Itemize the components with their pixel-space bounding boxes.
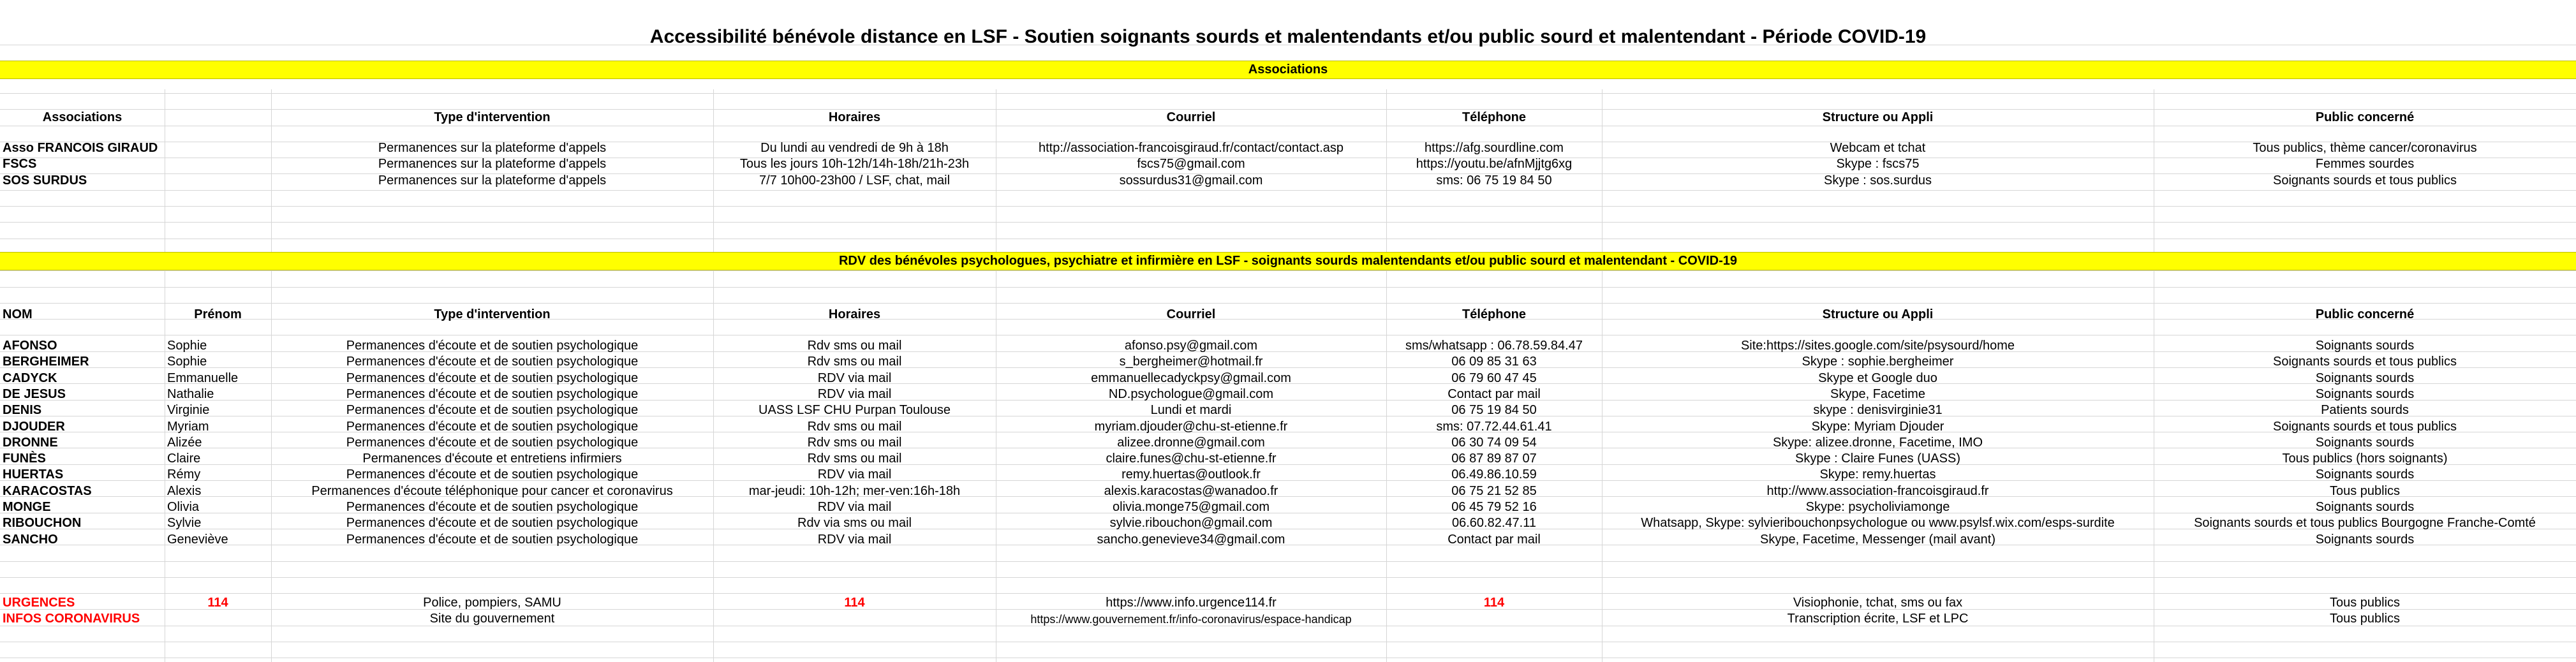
rdv-cell-prenom: Olivia [167,500,200,514]
rdv-cell-prenom: Alexis [167,484,202,498]
rdv-cell-telephone: 06 09 85 31 63 [1451,355,1537,369]
rdv-header-public: Public concerné [2315,307,2415,321]
infos-type: Site du gouvernement [429,612,555,626]
rdv-cell-horaires: RDV via mail [817,371,892,385]
assoc-cell-name: FSCS [3,157,37,171]
rdv-cell-type: Permanences d'écoute et de soutien psychologique [346,467,639,482]
rdv-cell-prenom: Alizée [167,436,202,450]
rdv-cell-courriel[interactable]: s_bergheimer@hotmail.fr [1119,355,1263,369]
rdv-cell-prenom: Emmanuelle [167,371,239,385]
rdv-cell-structure: http://www.association-francoisgiraud.fr [1766,484,1989,498]
rdv-cell-horaires: Rdv sms ou mail [807,436,902,450]
assoc-cell-type: Permanences sur la plateforme d'appels [378,157,607,171]
rdv-cell-telephone: 06 45 79 52 16 [1451,500,1537,514]
rdv-cell-type: Permanences d'écoute et de soutien psychologique [346,387,639,401]
assoc-cell-public: Soignants sourds et tous publics [2273,173,2457,188]
rdv-cell-public: Soignants sourds [2315,533,2415,547]
urgences-horaires: 114 [844,596,865,610]
assoc-header-courriel: Courriel [1166,110,1216,124]
rdv-header-structure: Structure ou Appli [1822,307,1934,321]
rdv-cell-horaires: Rdv sms ou mail [807,355,902,369]
rdv-cell-public: Soignants sourds [2315,387,2415,401]
rdv-cell-structure: skype : denisvirginie31 [1813,403,1943,417]
rdv-cell-courriel[interactable]: afonso.psy@gmail.com [1124,339,1258,353]
assoc-cell-structure: Skype : sos.surdus [1824,173,1932,188]
associations-band [0,61,2576,79]
rdv-cell-telephone: Contact par mail [1447,533,1541,547]
rdv-cell-public: Soignants sourds [2315,436,2415,450]
rdv-cell-structure: Skype : Claire Funes (UASS) [1795,452,1960,466]
assoc-cell-horaires: Du lundi au vendredi de 9h à 18h [760,141,949,155]
associations-band-label: Associations [1248,63,1328,77]
grid-row-line [0,93,2576,94]
rdv-cell-horaires: Rdv via sms ou mail [797,516,912,530]
grid-row-line [0,593,2576,594]
rdv-cell-public: Soignants sourds [2315,339,2415,353]
infos-courriel[interactable]: https://www.gouvernement.fr/info-coronavirus/espace-handicap [1030,613,1352,626]
rdv-cell-type: Permanences d'écoute téléphonique pour cancer et coronavirus [311,484,673,498]
rdv-cell-nom: DE JESUS [3,387,66,401]
urgences-public: Tous publics [2329,596,2401,610]
rdv-cell-type: Permanences d'écoute et de soutien psychologique [346,371,639,385]
rdv-cell-nom: DRONNE [3,436,58,450]
rdv-cell-prenom: Geneviève [167,533,228,547]
rdv-cell-nom: HUERTAS [3,467,64,482]
rdv-cell-structure: Whatsapp, Skype: sylvieribouchonpsychologue ou www.psylsf.wix.com/esps-surdite [1641,516,2115,530]
rdv-cell-type: Permanences d'écoute et entretiens infirmiers [362,452,622,466]
rdv-cell-structure: Skype: Myriam Djouder [1811,420,1944,434]
rdv-cell-prenom: Myriam [167,420,209,434]
urgences-telephone: 114 [1483,596,1505,610]
rdv-cell-prenom: Sophie [167,355,207,369]
assoc-header-structure: Structure ou Appli [1822,110,1934,124]
rdv-cell-nom: KARACOSTAS [3,484,92,498]
rdv-cell-telephone: 06 75 21 52 85 [1451,484,1537,498]
rdv-header-nom: NOM [3,307,33,321]
rdv-header-telephone: Téléphone [1462,307,1526,321]
rdv-cell-nom: BERGHEIMER [3,355,89,369]
assoc-cell-telephone[interactable]: https://afg.sourdline.com [1425,141,1564,155]
urgences-courriel[interactable]: https://www.info.urgence114.fr [1106,596,1277,610]
rdv-cell-telephone: Contact par mail [1447,387,1541,401]
urgences-structure: Visiophonie, tchat, sms ou fax [1793,596,1963,610]
rdv-cell-nom: DJOUDER [3,420,65,434]
rdv-cell-courriel[interactable]: olivia.monge75@gmail.com [1113,500,1269,514]
rdv-cell-public: Tous publics (hors soignants) [2282,452,2448,466]
page-title: Accessibilité bénévole distance en LSF - Soutien soignants sourds et malentendants et/ou public sourd et malentendant - Période COVID-19 [649,26,1927,47]
rdv-cell-horaires: RDV via mail [817,387,892,401]
rdv-cell-telephone: sms/whatsapp : 06.78.59.84.47 [1405,339,1583,353]
rdv-cell-telephone: 06 79 60 47 45 [1451,371,1537,385]
rdv-cell-telephone: 06 30 74 09 54 [1451,436,1537,450]
rdv-header-courriel: Courriel [1166,307,1216,321]
rdv-cell-type: Permanences d'écoute et de soutien psychologique [346,516,639,530]
rdv-cell-courriel[interactable]: ND.psychologue@gmail.com [1108,387,1274,401]
assoc-cell-courriel[interactable]: http://association-francoisgiraud.fr/contact/contact.asp [1038,141,1344,155]
assoc-cell-courriel[interactable]: fscs75@gmail.com [1137,157,1245,171]
grid-row-line [0,577,2576,578]
rdv-cell-structure: Site:https://sites.google.com/site/psysourd/home [1740,339,2015,353]
assoc-cell-type: Permanences sur la plateforme d'appels [378,141,607,155]
rdv-cell-courriel[interactable]: sylvie.ribouchon@gmail.com [1109,516,1273,530]
rdv-cell-nom: FUNÈS [3,452,46,466]
rdv-cell-structure: Skype: psycholiviamonge [1805,500,1950,514]
rdv-cell-structure: Skype, Facetime, Messenger (mail avant) [1759,533,1996,547]
grid-row-line [0,303,2576,304]
rdv-cell-horaires: RDV via mail [817,500,892,514]
rdv-cell-type: Permanences d'écoute et de soutien psychologique [346,500,639,514]
grid-row-line [0,206,2576,207]
rdv-cell-horaires: Rdv sms ou mail [807,420,902,434]
assoc-cell-public: Tous publics, thème cancer/coronavirus [2253,141,2477,155]
urgences-label: URGENCES [3,596,75,610]
rdv-cell-prenom: Nathalie [167,387,214,401]
rdv-cell-nom: SANCHO [3,533,58,547]
rdv-cell-prenom: Sophie [167,339,207,353]
grid-row-line [0,287,2576,288]
rdv-cell-courriel[interactable]: myriam.djouder@chu-st-etienne.fr [1094,420,1288,434]
rdv-header-type: Type d'intervention [434,307,551,321]
rdv-cell-horaires: RDV via mail [817,467,892,482]
rdv-cell-courriel[interactable]: alizee.dronne@gmail.com [1117,436,1265,450]
rdv-cell-structure: Skype et Google duo [1818,371,1937,385]
grid-row-line [0,270,2576,271]
assoc-cell-type: Permanences sur la plateforme d'appels [378,173,607,188]
rdv-cell-telephone: sms: 07.72.44.61.41 [1436,420,1552,434]
rdv-cell-structure: Skype: remy.huertas [1819,467,1936,482]
rdv-cell-horaires: mar-jeudi: 10h-12h; mer-ven:16h-18h [748,484,961,498]
rdv-cell-prenom: Sylvie [167,516,202,530]
rdv-cell-public: Soignants sourds [2315,500,2415,514]
assoc-header-type: Type d'intervention [434,110,551,124]
assoc-cell-name: SOS SURDUS [3,173,87,188]
rdv-cell-horaires: RDV via mail [817,533,892,547]
grid-row-line [0,222,2576,223]
rdv-cell-structure: Skype : sophie.bergheimer [1802,355,1954,369]
infos-structure: Transcription écrite, LSF et LPC [1787,612,1969,626]
rdv-cell-horaires: Rdv sms ou mail [807,452,902,466]
assoc-header-horaires: Horaires [828,110,881,124]
rdv-cell-courriel[interactable]: emmanuellecadyckpsy@gmail.com [1091,371,1291,385]
assoc-header-associations: Associations [42,110,122,124]
urgences-number: 114 [207,596,228,610]
rdv-cell-public: Soignants sourds [2315,371,2415,385]
rdv-cell-telephone: 06.49.86.10.59 [1451,467,1537,482]
rdv-cell-prenom: Virginie [167,403,210,417]
rdv-cell-type: Permanences d'écoute et de soutien psychologique [346,533,639,547]
rdv-cell-type: Permanences d'écoute et de soutien psychologique [346,339,639,353]
rdv-cell-courriel[interactable]: remy.huertas@outlook.fr [1121,467,1261,482]
assoc-cell-public: Femmes sourdes [2315,157,2415,171]
rdv-cell-public: Tous publics [2329,484,2401,498]
rdv-header-prenom: Prénom [194,307,242,321]
rdv-cell-courriel[interactable]: alexis.karacostas@wanadoo.fr [1104,484,1278,498]
rdv-cell-prenom: Rémy [167,467,201,482]
rdv-cell-horaires: UASS LSF CHU Purpan Toulouse [759,403,951,417]
assoc-cell-horaires: 7/7 10h00-23h00 / LSF, chat, mail [759,173,951,188]
rdv-cell-nom: CADYCK [3,371,57,385]
rdv-cell-nom: DENIS [3,403,42,417]
rdv-cell-telephone: 06 75 19 84 50 [1451,403,1537,417]
rdv-cell-nom: MONGE [3,500,51,514]
assoc-cell-name: Asso FRANCOIS GIRAUD [3,141,158,155]
assoc-cell-horaires: Tous les jours 10h-12h/14h-18h/21h-23h [739,157,970,171]
rdv-cell-public: Soignants sourds et tous publics [2273,355,2457,369]
rdv-header-horaires: Horaires [828,307,881,321]
rdv-cell-public: Soignants sourds et tous publics [2273,420,2457,434]
assoc-cell-structure: Skype : fscs75 [1836,157,1920,171]
assoc-header-public: Public concerné [2315,110,2415,124]
rdv-cell-nom: RIBOUCHON [3,516,82,530]
rdv-cell-courriel[interactable]: sancho.genevieve34@gmail.com [1097,533,1285,547]
rdv-cell-courriel[interactable]: claire.funes@chu-st-etienne.fr [1106,452,1277,466]
infos-public: Tous publics [2329,612,2401,626]
rdv-cell-telephone: 06.60.82.47.11 [1452,516,1536,530]
rdv-cell-public: Soignants sourds et tous publics Bourgogne Franche-Comté [2194,516,2536,530]
rdv-cell-type: Permanences d'écoute et de soutien psychologique [346,403,639,417]
infos-label: INFOS CORONAVIRUS [3,612,140,626]
rdv-cell-telephone: 06 87 89 87 07 [1451,452,1537,466]
rdv-cell-courriel[interactable]: Lundi et mardi [1150,403,1232,417]
rdv-cell-type: Permanences d'écoute et de soutien psychologique [346,420,639,434]
assoc-cell-telephone[interactable]: sms: 06 75 19 84 50 [1436,173,1552,188]
grid-row-line [0,190,2576,191]
rdv-cell-nom: AFONSO [3,339,57,353]
rdv-cell-prenom: Claire [167,452,201,466]
assoc-cell-courriel[interactable]: sossurdus31@gmail.com [1119,173,1263,188]
rdv-cell-type: Permanences d'écoute et de soutien psychologique [346,436,639,450]
rdv-band-label: RDV des bénévoles psychologues, psychiatre et infirmière en LSF - soignants sourds malentendants et/ou public sourd et malentendant - COVID-19 [838,254,1738,268]
rdv-cell-structure: Skype, Facetime [1830,387,1925,401]
assoc-cell-structure: Webcam et tchat [1830,141,1926,155]
rdv-cell-type: Permanences d'écoute et de soutien psychologique [346,355,639,369]
rdv-cell-public: Soignants sourds [2315,467,2415,482]
grid-row-line [0,561,2576,562]
rdv-cell-structure: Skype: alizee.dronne, Facetime, IMO [1772,436,1983,450]
rdv-cell-horaires: Rdv sms ou mail [807,339,902,353]
rdv-band [0,252,2576,270]
assoc-cell-telephone[interactable]: https://youtu.be/afnMjjtg6xg [1416,157,1573,171]
urgences-type: Police, pompiers, SAMU [423,596,561,610]
assoc-header-telephone: Téléphone [1462,110,1526,124]
rdv-cell-public: Patients sourds [2321,403,2409,417]
